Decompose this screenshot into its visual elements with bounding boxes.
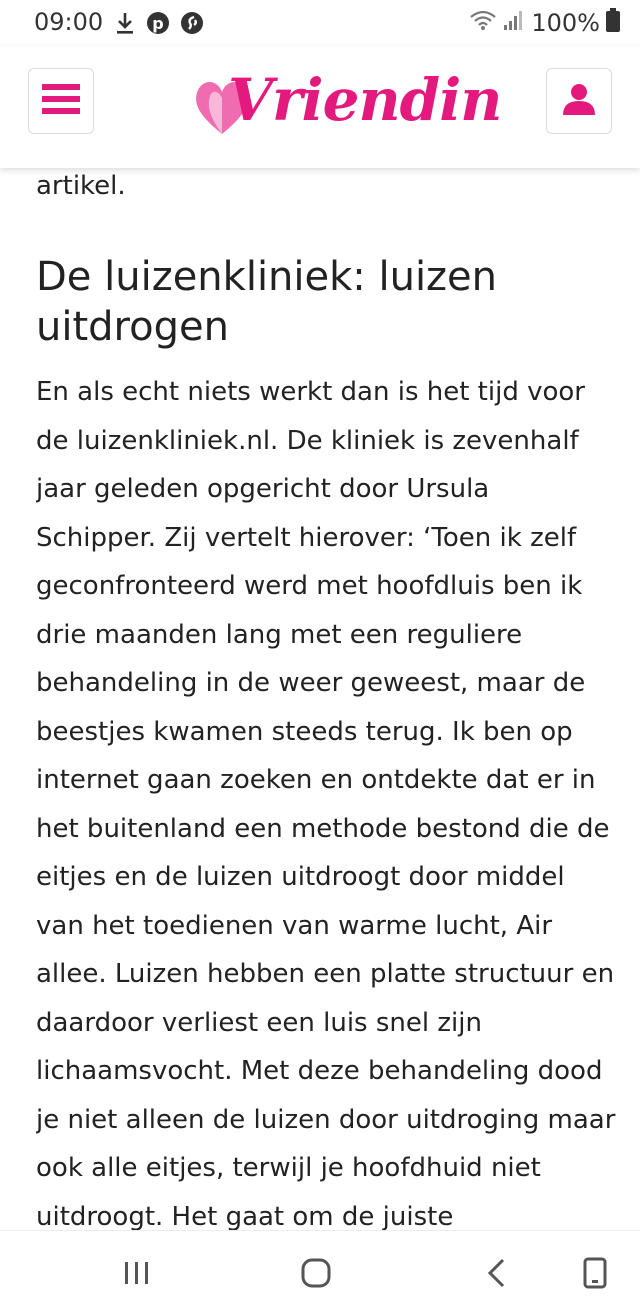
- site-header: [0, 46, 640, 168]
- hamburger-menu-icon: [42, 82, 80, 120]
- recent-apps-button[interactable]: [117, 1255, 157, 1295]
- section-heading: De luizenkliniek: luizen uitdrogen: [36, 254, 498, 350]
- signal-icon: [503, 9, 525, 37]
- site-logo[interactable]: [192, 64, 502, 144]
- user-icon: [562, 83, 596, 119]
- screen-icon: [583, 1257, 607, 1293]
- article-content: [36, 168, 616, 1230]
- wifi-icon: [469, 9, 497, 37]
- back-button[interactable]: [476, 1255, 516, 1295]
- status-notification-icons: [114, 11, 204, 39]
- pinterest-icon: [146, 11, 170, 39]
- menu-button[interactable]: [28, 68, 94, 134]
- system-navigation-bar: [0, 1230, 640, 1316]
- status-bar: [0, 0, 640, 46]
- battery-percentage: 100%: [531, 9, 600, 37]
- back-icon: [485, 1258, 507, 1292]
- download-icon: [114, 11, 136, 39]
- screen-button[interactable]: [575, 1255, 615, 1295]
- article-paragraph: En als echt niets werkt dan is het tijd voor de luizenkliniek.nl. De kliniek is zevenhalf jaar geleden opgericht door Ursula Schipper. Zij vertelt hierover: ‘Toen ik zelf geconfronteerd werd met hoofdluis ben ik drie maanden lang met een reguliere behandeling in de weer geweest, maar de beestjes kwamen steeds terug. Ik ben op internet gaan zoeken en ontdekte dat er in het buitenland een methode bestond die de eitjes en de luizen uitdroogt door middel van het toedienen van warme lucht, Air allee. Luizen hebben een platte structuur en daardoor verliest een luis snel zijn lichaamsvocht. Met deze behandeling dood je niet alleen de luizen door uitdroging maar ook alle eitjes, terwijl je hoofdhuid niet uitdroogt. Het gaat om de juiste: [36, 377, 616, 1230]
- account-button[interactable]: [546, 68, 612, 134]
- home-icon: [301, 1258, 331, 1292]
- shazam-icon: [180, 11, 204, 39]
- svg-text:p: p: [152, 14, 164, 33]
- status-time: 09:00: [34, 8, 104, 36]
- home-button[interactable]: [296, 1255, 336, 1295]
- recent-apps-icon: [123, 1260, 151, 1290]
- status-system-icons: [469, 8, 620, 38]
- battery-icon: [606, 8, 620, 38]
- logo-text: Vriendin: [228, 66, 502, 134]
- article-text-fragment: artikel.: [36, 171, 126, 201]
